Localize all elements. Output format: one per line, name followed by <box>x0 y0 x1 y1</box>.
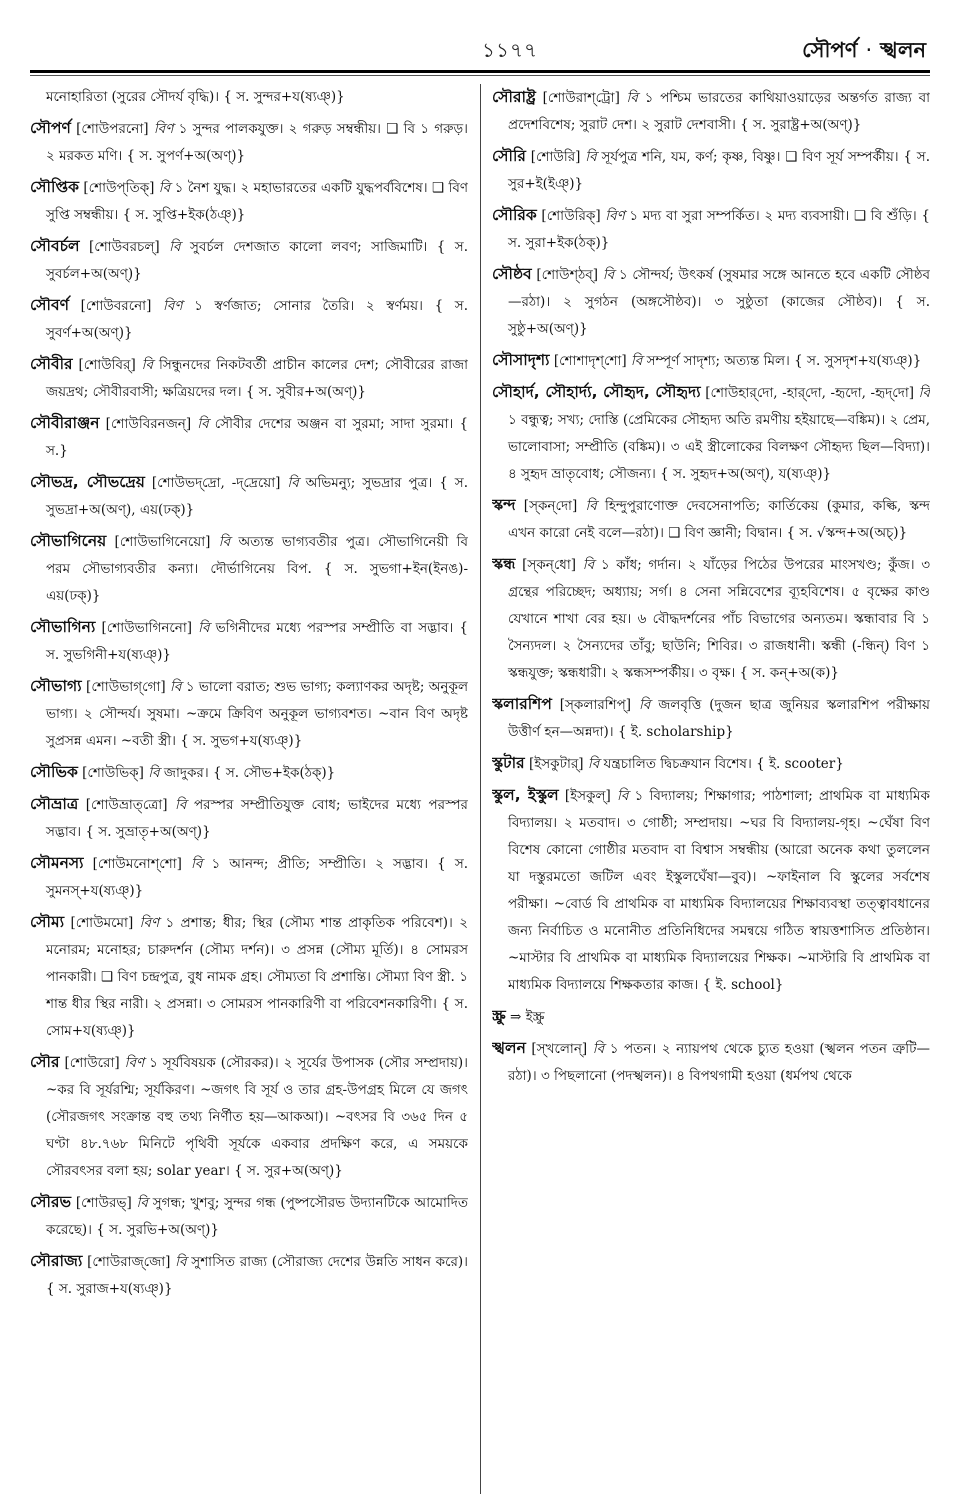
entry-definition: মনোহারিতা (সুরের সৌদর্য বৃদ্ধি)। <box>46 89 220 105</box>
entry-part-of-speech: বি <box>218 534 231 550</box>
entry-headword: সৌসাদৃশ্য <box>492 351 550 369</box>
entry-definition: হিন্দুপুরাণোক্ত দেবসেনাপতি; কার্তিকেয় (কুমার, কল্কি, স্কন্দ এখন কারো নেই বলে—রঠা)। ❑ বিণ জ্ঞানী; বিদ্বান। <box>508 498 930 541</box>
page-number: ১১৭৭ <box>482 38 538 62</box>
entry-part-of-speech: বি <box>198 620 210 636</box>
entry-definition: জলবৃত্তি (দুজন ছাত্র জুনিয়র স্কলারশিপ পরীক্ষায় উত্তীর্ণ হন—অন্নদা)। <box>508 697 930 740</box>
dictionary-entry <box>30 673 468 755</box>
entry-part-of-speech: বি <box>630 353 643 369</box>
dictionary-entry <box>492 84 930 139</box>
dictionary-entry <box>30 850 468 905</box>
entry-part-of-speech: বিণ <box>605 208 625 224</box>
entry-etymology: { স. সুরভি+অ(অণ্)} <box>96 1222 219 1238</box>
entry-definition: ১ সুন্দর পালকযুক্ত। ২ গরুড় সম্বন্ধীয়। ❑ বি ১ গরুড়। ২ মরকত মণি। <box>46 121 468 164</box>
dictionary-entry <box>492 261 930 343</box>
entry-pronunciation: [শোউরাশ্‌ট্রো] <box>542 90 620 106</box>
dictionary-entry <box>492 143 930 198</box>
entry-definition: সুশাসিত রাজ্য (সৌরাজ্য দেশের উন্নতি সাধন করে)। <box>191 1254 468 1270</box>
entry-pronunciation: [ইসকুল্‌] <box>564 788 611 804</box>
entry-part-of-speech: বি <box>158 180 171 196</box>
entry-headword: সৌভিক <box>30 763 78 781</box>
entry-etymology: { স. সুভগা+ইন(ইনঙ)-এয়(ঢক্‌)} <box>46 561 468 604</box>
entry-pronunciation: [শোউশ্‌ঠব্‌] <box>536 267 599 283</box>
entry-etymology: { স. সুন্দর+য(ষ্যঞ্)} <box>223 89 345 105</box>
entry-definition: ১ বন্ধুত্ব; সখ্য; দোস্তি (প্রেমিকের সৌহৃদ্য অতি রমণীয় হইয়াছে—বঙ্কিম)। ২ প্রেম, ভালোবাসা; সম্প্রীতি (বঙ্কিম)। ৩ এই স্ত্রীলোকের বিলক্ষণ সৌহৃদ্য ছিল—বিদ্যা)। ৪ সুহৃদ ভ্রাতৃবোধ; সৌজন্য। <box>508 412 930 482</box>
entry-etymology: { ই. scholarship} <box>617 724 734 740</box>
dictionary-entry <box>30 759 468 787</box>
entry-definition: ১ মদ্য বা সুরা সম্পর্কিত। ২ মদ্য ব্যবসায়ী। ❑ বি শুঁড়ি। <box>629 208 917 224</box>
dictionary-entry <box>30 1049 468 1185</box>
entry-headword: সৌর <box>30 1053 60 1071</box>
entry-part-of-speech: বিণ <box>163 298 183 314</box>
entry-part-of-speech: বি <box>638 697 651 713</box>
entry-headword: সৌরাজ্য <box>30 1252 83 1270</box>
dictionary-entry <box>30 469 468 524</box>
entry-pronunciation: [শোউভাগিনেয়ো] <box>114 534 211 550</box>
entry-pronunciation: [শোউবরনো] <box>80 298 152 314</box>
entry-pronunciation: [স্‌কন্‌দো] <box>523 498 578 514</box>
dictionary-entry <box>30 292 468 347</box>
entry-etymology: { স. সুরাজ+য(ষ্যঞ্)} <box>46 1281 173 1297</box>
entry-headword: সৌহার্দ, সৌহার্দ্য, সৌহৃদ, সৌহৃদ্য <box>492 383 701 401</box>
entry-definition: অভিমন্যু; সুভদ্রার পুত্র। <box>305 475 433 491</box>
entry-etymology: { স. সুভগিনী+য(ষ্যঞ্)} <box>46 620 468 663</box>
right-column <box>492 84 930 1494</box>
entry-definition: জাদুকর। <box>163 765 209 781</box>
entry-headword: সৌষ্ঠব <box>492 265 532 283</box>
entry-pronunciation: [স্‌খলোন্‌] <box>531 1041 588 1057</box>
entry-pronunciation: [শোউরাজ্‌জো] <box>87 1254 171 1270</box>
entry-definition: সূর্যপুত্র শনি, যম, কর্ণ; কৃষ্ণ, বিষ্ণু। ❑ বিণ সূর্য সম্পর্কীয়। <box>601 149 899 165</box>
dictionary-entry <box>30 909 468 1045</box>
dictionary-entry <box>30 410 468 465</box>
entry-definition: পরস্পর সম্প্রীতিযুক্ত বোধ; ভাইদের মধ্যে পরস্পর সদ্ভাব। <box>46 797 468 840</box>
entry-part-of-speech: বি <box>175 1254 187 1270</box>
entry-etymology: { স. সুসদৃশ+য(ষ্যঞ্)} <box>794 353 922 369</box>
entry-part-of-speech: বি <box>616 788 629 804</box>
entry-pronunciation: [শোউমমো] <box>70 915 134 931</box>
entry-pronunciation: [স্‌কলারশিপ্‌] <box>559 697 632 713</box>
entry-part-of-speech: বি <box>918 385 930 401</box>
entry-pronunciation: [ইসকুটার্‌] <box>528 756 584 772</box>
entry-definition: ১ পতন। ২ ন্যায়পথ থেকে চ্যুত হওয়া (স্খলন পতন ত্রুটি—রঠা)। ৩ পিছলানো (পদস্খলন)। ৪ বিপথগামী হওয়া (ধর্মপথ থেকে <box>508 1041 930 1084</box>
entry-headword: সৌভ্রাত্র <box>30 795 79 813</box>
entry-headword: সৌবীর <box>30 355 73 373</box>
entry-definition: ১ আনন্দ; প্রীতি; সম্প্রীতি। ২ সদ্ভাব। <box>211 856 429 872</box>
entry-etymology: { স. সুভ্রাতৃ+অ(অণ্)} <box>85 824 211 840</box>
entry-part-of-speech: বি <box>136 1195 148 1211</box>
dictionary-entry <box>492 1035 930 1090</box>
entry-etymology: { স. সুমনস্‌+য(ষ্যঞ্)} <box>46 856 468 899</box>
dictionary-entry <box>492 782 930 999</box>
entry-pronunciation: [শোশাদৃশ্‌শো] <box>553 353 627 369</box>
entry-pronunciation: [স্‌কন্‌ধো] <box>522 557 577 573</box>
column-divider <box>480 84 481 1494</box>
entry-etymology: { স. সুরাষ্ট্র+অ(অণ্)} <box>740 117 862 133</box>
entry-etymology: { স. সুরা+ইক(ঠক্‌)} <box>508 208 930 251</box>
entry-definition: ১ বিদ্যালয়; শিক্ষাগার; পাঠশালা; প্রাথমিক বা মাধ্যমিক বিদ্যালয়। ২ মতবাদ। ৩ গোষ্ঠী; সম্প্রদায়। ~ঘর বি বিদ্যালয়-গৃহ। ~ঘেঁষা বিণ বিশেষ কোনো গোষ্ঠীর মতবাদ বা বিশ্বাস সম্বন্ধীয় (আরো অনেক কথা তুললেন যা দস্তুরমতো জটিল এবং ইস্কুলঘেঁষা—বুব)। ~ফাইনাল বি স্কুলের সর্বশেষ পরীক্ষা। ~বোর্ড বি প্রাথমিক বা মাধ্যমিক বিদ্যালয়ের শিক্ষাব্যবস্থা তত্ত্বাবধানের জন্য নির্বাচিত ও মনোনীত প্রতিনিধিদের সমন্বয়ে গঠিত স্বায়ত্তশাসিত প্রতিষ্ঠান। ~মাস্টার বি প্রাথমিক বা মাধ্যমিক বিদ্যালয়ের শিক্ষক। ~মাস্টারি বি প্রাথমিক বা মাধ্যমিক বিদ্যালয়ে শিক্ষকতার কাজ। <box>508 788 930 993</box>
entry-etymology: { ই. scooter} <box>756 756 844 772</box>
entry-definition: ভগিনীদের মধ্যে পরস্পর সম্প্রীতি বা সদ্ভাব। <box>215 620 454 636</box>
dictionary-entry <box>30 115 468 170</box>
entry-definition: ১ সূর্যবিষয়ক (সৌরকর)। ২ সূর্যের উপাসক (সৌর সম্প্রদায়)। ~কর বি সূর্যরশ্মি; সূর্যকিরণ। ~জগৎ বি সূর্য ও তার গ্রহ-উপগ্রহ মিলে যে জগৎ (সৌরজগৎ সংক্রান্ত বহু তথ্য নির্ণীত হয়—আকআ)। ~বৎসর বি ৩৬৫ দিন ৫ ঘণ্টা ৪৮.৭৬৮ মিনিটে পৃথিবী সূর্যকে একবার প্রদক্ষিণ করে, এ সময়কে সৌরবৎসর বলা হয়; solar year। <box>46 1055 468 1179</box>
entry-part-of-speech: বি <box>585 149 597 165</box>
entry-definition: ১ নৈশ যুদ্ধ। ২ মহাভারতের একটি যুদ্ধপর্ববিশেষ। ❑ বিণ সুপ্তি সম্বন্ধীয়। <box>46 180 468 223</box>
dictionary-entry <box>492 492 930 547</box>
dictionary-entry <box>30 84 468 111</box>
dictionary-entry <box>492 1003 930 1031</box>
entry-part-of-speech: বি <box>287 475 299 491</box>
entry-definition: ১ প্রশান্ত; ধীর; স্থির (সৌম্য শান্ত প্রাকৃতিক পরিবেশ)। ২ মনোরম; মনোহর; চারুদর্শন (সৌম্য দর্শন)। ৩ প্রসন্ন (সৌম্য মূর্তি)। ৪ সোমরস পানকারী। ❑ বিণ চন্দ্রপুত্র, বুধ নামক গ্রহ। সৌম্যতা বি প্রশান্তি। সৌম্যা বিণ স্ত্রী. ১ শান্ত ধীর স্থির নারী। ২ প্রসন্না। ৩ সোমরস পানকারিণী বা পরিবেশনকারিণী। <box>46 915 468 1012</box>
entry-part-of-speech: বি <box>582 557 595 573</box>
entry-definition: ১ কাঁধ; গর্দান। ২ যাঁড়ের পিঠের উপরের মাংসখণ্ড; কুঁজ। ৩ গ্রন্থের পরিচ্ছেদ; অধ্যায়; সর্গ। ৪ সেনা সন্নিবেশের ব্যূহবিশেষ। ৫ বৃক্ষের কাণ্ড যেখানে শাখা বের হয়। ৬ বৌদ্ধদর্শনের পাঁচ বিভাগের অন্যতম। স্কন্ধাবার বি ১ সৈন্যদল। ২ সৈন্যদের তাঁবু; ছাউনি; শিবির। ৩ রাজধানী। স্কন্ধী (-ন্ধিন্‌) বিণ ১ স্কন্ধযুক্ত; স্কন্ধধারী। ২ স্কন্ধসম্পর্কীয়। ৩ বৃক্ষ। <box>508 557 930 681</box>
entry-part-of-speech: বি <box>602 267 615 283</box>
guide-word-last: স্খলন <box>880 38 926 62</box>
entry-definition: অত্যন্ত ভাগ্যবতীর পুত্র। সৌভাগিনেয়ী বি পরম সৌভাগ্যবতীর কন্যা। দৌর্ভাগিনেয় বিপ. <box>46 534 468 577</box>
dictionary-entry <box>492 202 930 257</box>
entry-pronunciation: [শোউপরনো] <box>76 121 149 137</box>
guide-word-first: সৌপর্ণ <box>802 38 858 62</box>
entry-etymology: { স. সুর+অ(অণ্)} <box>234 1163 343 1179</box>
entry-etymology: { ই. school} <box>702 977 784 993</box>
entry-pronunciation: [শোউরভ্‌] <box>75 1195 132 1211</box>
entry-part-of-speech: বি <box>587 756 600 772</box>
entry-pronunciation: [শোউরো] <box>64 1055 120 1071</box>
entry-headword: সৌবীরাঞ্জন <box>30 414 100 432</box>
entry-definition: ১ ভালো বরাত; শুভ ভাগ্য; কল্যাণকর অদৃষ্ট; অনুকূল ভাগ্য। ২ সৌন্দর্য। সুষমা। ~ক্রমে ক্রিবিণ অনুকূল ভাগ্যবশত। ~বান বিণ অদৃষ্ট সুপ্রসন্ন এমন। ~বতী স্ত্রী। <box>46 679 468 749</box>
entry-part-of-speech: বিণ <box>139 915 160 931</box>
entry-headword: সৌভাগিন্য <box>30 618 96 636</box>
entry-headword: সৌভদ্র, সৌভদ্রেয় <box>30 473 145 491</box>
entry-headword: সৌপ্তিক <box>30 178 79 196</box>
left-column <box>30 84 468 1494</box>
entry-part-of-speech: বি <box>169 239 181 255</box>
dictionary-entry <box>30 351 468 406</box>
entry-definition: ⇒ ইস্ক্রু <box>510 1009 545 1025</box>
entry-headword: সৌরভ <box>30 1193 72 1211</box>
entry-pronunciation: [শোউহার্‌দো, -হার্‌দো, -হৃদো, -হৃদ্‌দো] <box>705 385 915 401</box>
entry-definition: ১ সৌন্দর্য; উৎকর্ষ (সুষমার সঙ্গে আনতে হবে একটি সৌষ্ঠব—রঠা)। ২ সুগঠন (অঙ্গসৌষ্ঠব)। ৩ সুষ্ঠুতা (কাজের সৌষ্ঠব)। <box>508 267 930 310</box>
entry-headword: স্ক্রু <box>492 1007 506 1025</box>
dictionary-entry <box>492 691 930 746</box>
entry-etymology: { স. সুষ্ঠু+অ(অণ্)} <box>508 294 930 337</box>
entry-pronunciation: [শোউভ্রাত্‌ত্রো] <box>85 797 168 813</box>
entry-part-of-speech: বিণ <box>153 121 174 137</box>
entry-pronunciation: [শোউভদ্‌দ্রো, -দ্‌দ্রেয়ো] <box>151 475 281 491</box>
entry-headword: সৌভাগ্য <box>30 677 82 695</box>
page-header <box>30 32 930 72</box>
entry-etymology: { স. সুভদ্রা+অ(অণ্), এয়(ঢক্‌)} <box>46 475 468 518</box>
entry-etymology: { স. √স্কন্দ+অ(অচ্‌)} <box>786 525 908 541</box>
entry-headword: সৌরিক <box>492 206 537 224</box>
entry-etymology: { স. সুবর্ণ+অ(অণ্)} <box>46 298 468 341</box>
entry-part-of-speech: বি <box>592 1041 605 1057</box>
entry-pronunciation: [শোউরিক্‌] <box>541 208 601 224</box>
entry-part-of-speech: বি <box>585 498 597 514</box>
entry-pronunciation: [শোউবির্‌] <box>78 357 136 373</box>
dictionary-entry <box>492 551 930 687</box>
entry-headword: সৌবর্চল <box>30 237 80 255</box>
entry-definition: সিন্ধুনদের নিকটবর্তী প্রাচীন কালের দেশ; সৌবীরের রাজা জয়দ্রথ; সৌবীরবাসী; ক্ষত্রিয়দের দল। <box>46 357 468 400</box>
entry-pronunciation: [শোউভাগিননো] <box>101 620 193 636</box>
header-rule-thin <box>30 75 930 76</box>
entry-pronunciation: [শোউপ্‌তিক্‌] <box>83 180 155 196</box>
entry-etymology: { স. সুর+ই(ইঞ্)} <box>508 149 930 192</box>
dictionary-entry <box>30 1248 468 1303</box>
entry-headword: সৌরাষ্ট্র <box>492 88 536 106</box>
header-rule <box>30 70 930 73</box>
entry-definition: সৌবীর দেশের অঞ্জন বা সুরমা; সাদা সুরমা। <box>214 416 454 432</box>
entry-headword: স্কন্দ <box>492 496 516 514</box>
entry-definition: ১ পশ্চিম ভারতের কাথিয়াওয়াড়ের অন্তর্গত রাজ্য বা প্রদেশবিশেষ; সুরাট দেশ। ২ সুরাট দেশবাসী। <box>508 90 930 133</box>
entry-part-of-speech: বি <box>141 357 154 373</box>
dictionary-entry <box>30 791 468 846</box>
entry-headword: সৌবর্ণ <box>30 296 69 314</box>
dictionary-entry <box>30 174 468 229</box>
entry-part-of-speech: বি <box>175 797 187 813</box>
dictionary-entry <box>30 614 468 669</box>
dictionary-entry <box>30 233 468 288</box>
entry-headword: সৌপর্ণ <box>30 119 71 137</box>
entry-etymology: { স.} <box>46 416 468 459</box>
entry-headword: সৌরি <box>492 147 526 165</box>
entry-pronunciation: [শোউমনোশ্‌শো] <box>92 856 182 872</box>
entry-etymology: { স. সুবর্চল+অ(অণ্)} <box>46 239 468 282</box>
dictionary-entry <box>492 750 930 778</box>
entry-pronunciation: [শোউবরচল্‌] <box>88 239 160 255</box>
entry-pronunciation: [শোউভাগ্‌গো] <box>86 679 166 695</box>
entry-part-of-speech: বি <box>169 679 182 695</box>
entry-headword: সৌভাগিনেয় <box>30 532 107 550</box>
entry-headword: স্কুল, ইস্কুল <box>492 786 559 804</box>
guide-separator: · <box>865 38 873 62</box>
entry-etymology: { স. সৌভ+ইক(ঠক্‌)} <box>212 765 336 781</box>
entry-etymology: { স. সুভগ+য(ষ্যঞ্)} <box>180 733 303 749</box>
entry-pronunciation: [শোউভিক্‌] <box>82 765 144 781</box>
entry-etymology: { স. সোম+য(ষ্যঞ্)} <box>46 996 468 1039</box>
entry-etymology: { স. কন্‌+অ(ক)} <box>739 665 839 681</box>
entry-headword: সৌম্য <box>30 913 65 931</box>
dictionary-entry <box>492 379 930 488</box>
entry-part-of-speech: বি <box>148 765 160 781</box>
entry-columns <box>30 84 930 1494</box>
entry-definition: সুগন্ধ; খুশবু; সুন্দর গন্ধ (পুষ্পসৌরভ উদ্যানটিকে আমোদিত করেছে)। <box>46 1195 468 1238</box>
entry-part-of-speech: বি <box>190 856 203 872</box>
entry-part-of-speech: বিণ <box>124 1055 145 1071</box>
entry-headword: স্কলারশিপ <box>492 695 552 713</box>
entry-etymology: { স. সুবীর+অ(অণ্)} <box>245 384 366 400</box>
entry-headword: স্কন্ধ <box>492 555 516 573</box>
entry-headword: সৌমনস্য <box>30 854 84 872</box>
entry-part-of-speech: বি <box>197 416 209 432</box>
entry-definition: ১ স্বর্ণজাত; সোনার তৈরি। ২ স্বর্ণময়। <box>194 298 423 314</box>
entry-etymology: { স. সুপর্ণ+অ(অণ্)} <box>126 148 246 164</box>
entry-definition: সুবর্চল দেশজাত কালো লবণ; সাজিমাটি। <box>189 239 428 255</box>
entry-etymology: { স. সুহৃদ+অ(অণ্), য(ষ্যঞ্)} <box>660 466 832 482</box>
entry-headword: স্খলন <box>492 1039 526 1057</box>
entry-headword: স্কুটার <box>492 754 525 772</box>
entry-definition: যন্ত্রচালিত দ্বিচক্রযান বিশেষ। <box>603 756 752 772</box>
guide-words <box>802 34 926 69</box>
entry-part-of-speech: বি <box>626 90 638 106</box>
entry-definition: সম্পূর্ণ সাদৃশ্য; অত্যন্ত মিল। <box>646 353 790 369</box>
dictionary-entry <box>30 528 468 610</box>
dictionary-entry <box>492 347 930 375</box>
entry-pronunciation: [শোউবিরনজন্‌] <box>105 416 192 432</box>
entry-etymology: { স. সুপ্তি+ইক(ঠঞ্)} <box>122 207 246 223</box>
entry-pronunciation: [শোউরি] <box>530 149 581 165</box>
dictionary-entry <box>30 1189 468 1244</box>
